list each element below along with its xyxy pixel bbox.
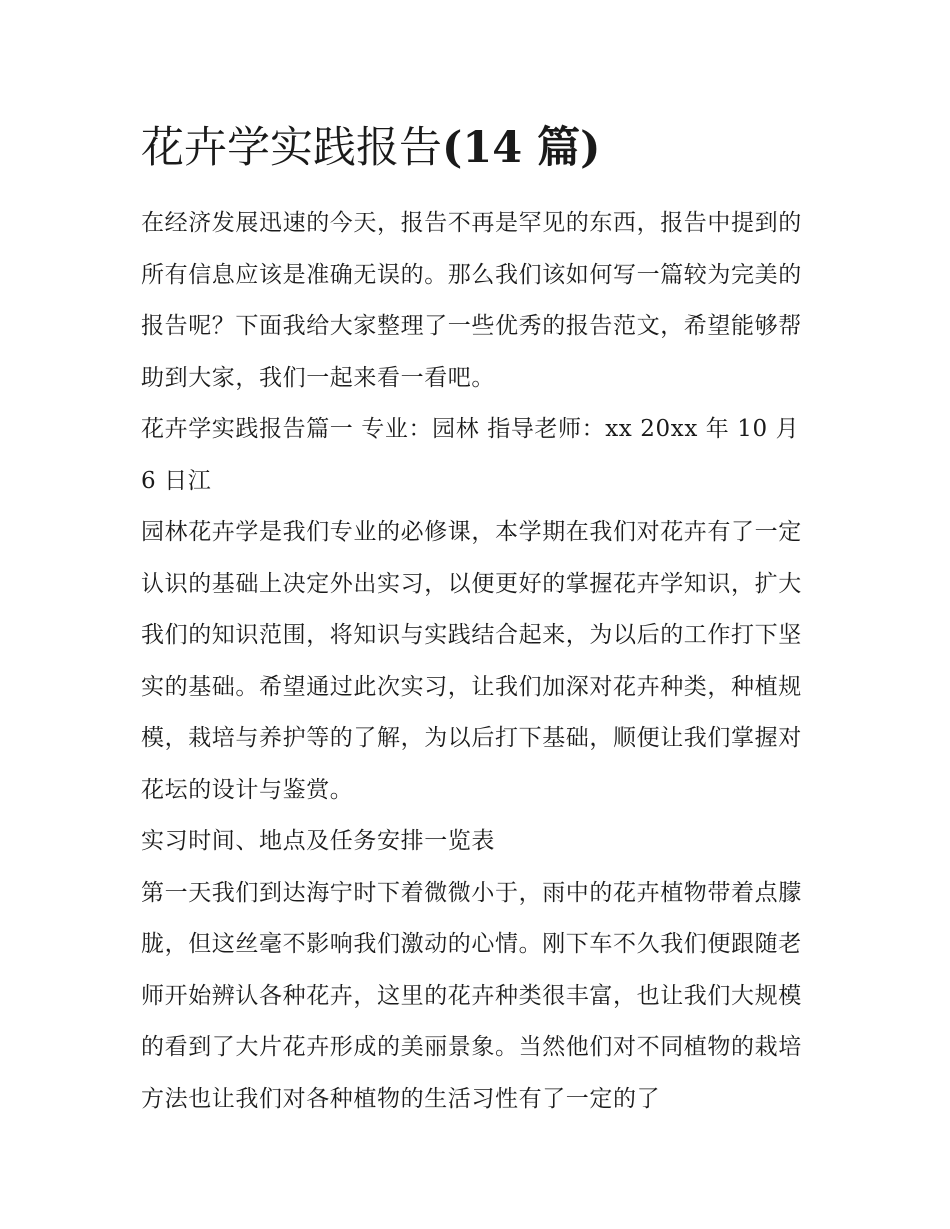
- intro-paragraph: 在经济发展迅速的今天，报告不再是罕见的东西，报告中提到的所有信息应该是准确无误的。那么我们该如何写一篇较为完美的报告呢？下面我给大家整理了一些优秀的报告范文，希望能够帮助到大家，我们一起来看一看吧。: [141, 210, 802, 391]
- purpose-paragraph: 园林花卉学是我们专业的必修课，本学期在我们对花卉有了一定认识的基础上决定外出实习，以便更好的掌握花卉学知识，扩大我们的知识范围，将知识与实践结合起来，为以后的工作打下坚实的基础。希望通过此次实习，让我们加深对花卉种类，种植规模，栽培与养护等的了解，为以后打下基础，顺便让我们掌握对花坛的设计与鉴赏。: [141, 519, 802, 803]
- day-one-paragraph: 第一天我们到达海宁时下着微微小于，雨中的花卉植物带着点朦胧，但这丝毫不影响我们激动的心情。刚下车不久我们便跟随老师开始辨认各种花卉，这里的花卉种类很丰富，也让我们大规模的看到了大片花卉形成的美丽景象。当然他们对不同植物的栽培方法也让我们对各种植物的生活习性有了一定的了: [141, 879, 802, 1112]
- title-text: 花卉学实践报告: [141, 123, 442, 173]
- section-header-paragraph: 花卉学实践报告篇一 专业：园林 指导老师：xx 20xx 年 10 月 6 日江: [141, 416, 800, 494]
- title-count: (14 篇): [442, 123, 601, 173]
- document-body: [141, 112, 813, 1125]
- schedule-heading: 实习时间、地点及任务安排一览表: [141, 828, 495, 854]
- document-title: [141, 112, 813, 184]
